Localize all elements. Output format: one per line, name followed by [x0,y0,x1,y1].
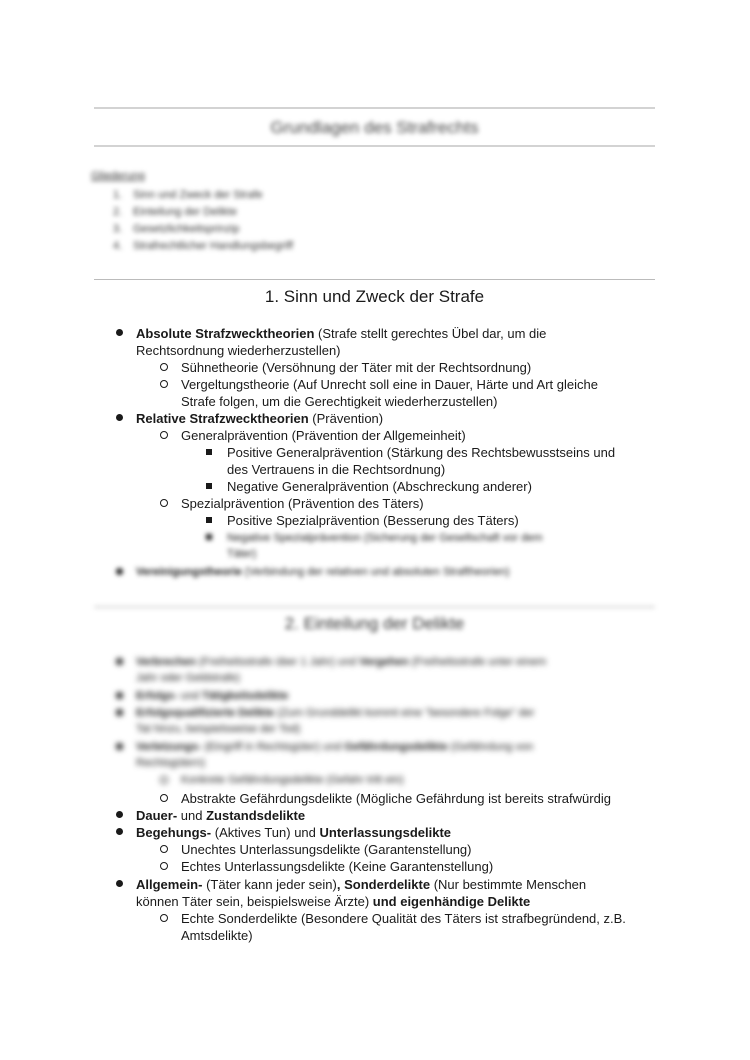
list-item: Negative Spezialprävention (Sicherung der Gesellschaft vor dem [227,532,543,544]
circle-bullet-icon [160,862,168,870]
list-item: Dauer- und Zustandsdelikte [136,808,306,823]
bullet-icon [116,743,123,750]
page-title: Grundlagen des Strafrechts [270,118,479,137]
list-item: Verbrechen (Freiheitsstrafe über 1 Jahr) und Vergehen (Freiheitsstrafe unter einem [136,656,547,668]
bullet-icon [116,811,123,818]
circle-bullet-icon [160,431,168,439]
list-item-cont: können Täter sein, beispielsweise Ärzte) und eigenhändige Delikte [136,894,531,909]
list-item: Positive Spezialprävention (Besserung des Täters) [227,513,519,528]
bullet-icon [116,880,123,887]
list-item: Absolute Strafzwecktheorien (Strafe stellt gerechtes Übel dar, um die [136,326,547,341]
bullet-icon [116,568,123,575]
square-bullet-icon [206,534,212,540]
bullet-icon [116,692,123,699]
toc-item: 4. Strafrechtlicher Handlungsbegriff [113,240,293,252]
circle-bullet-icon [160,776,168,784]
list-item: Sühnetheorie (Versöhnung der Täter mit der Rechtsordnung) [181,360,532,375]
section-title: 2. Einteilung der Delikte [284,614,465,633]
divider [94,145,655,147]
section-title: 1. Sinn und Zweck der Strafe [264,287,485,306]
list-item: Spezialprävention (Prävention des Täters) [181,496,424,511]
list-item: Unechtes Unterlassungsdelikte (Garantenstellung) [181,842,472,857]
list-item-cont: Jahr oder Geldstrafe) [136,672,240,684]
list-item: Positive Generalprävention (Stärkung des Rechtsbewusstseins und [227,445,616,460]
list-item: Erfolgs- und Tätigkeitsdelikte [136,690,289,702]
list-item: Abstrakte Gefährdungsdelikte (Mögliche Gefährdung ist bereits strafwürdig [181,791,611,806]
list-item: Vereinigungstheorie (Verbindung der relativen und absoluten Straftheorien) [136,566,510,578]
list-item: Allgemein- (Täter kann jeder sein), Sonderdelikte (Nur bestimmte Menschen [136,877,587,892]
list-item: Erfolgsqualifizierte Delikte (Zum Grunddelikt kommt eine "besondere Folge" der [136,707,535,719]
list-item: Echte Sonderdelikte (Besondere Qualität des Täters ist strafbegründend, z.B. [181,911,626,926]
toc-item: 3. Gesetzlichkeitsprinzip [113,223,240,235]
list-item-cont: Amtsdelikte) [181,928,253,943]
square-bullet-icon [206,449,212,455]
circle-bullet-icon [160,845,168,853]
list-item-cont: Rechtsordnung wiederherzustellen) [136,343,341,358]
bullet-icon [116,329,123,336]
list-item: Begehungs- (Aktives Tun) und Unterlassungsdelikte [136,825,452,840]
list-item-cont: Täter) [227,548,257,560]
list-item-cont: Rechtsgütern) [136,757,206,769]
list-item-cont: des Vertrauens in die Rechtsordnung) [227,462,446,477]
circle-bullet-icon [160,499,168,507]
list-item-cont: Strafe folgen, um die Gerechtigkeit wiederherzustellen) [181,394,498,409]
list-item: Vergeltungstheorie (Auf Unrecht soll eine in Dauer, Härte und Art gleiche [181,377,598,392]
list-item: Konkrete Gefährdungsdelikte (Gefahr tritt ein) [181,774,404,786]
divider [94,606,655,608]
bullet-icon [116,414,123,421]
square-bullet-icon [206,517,212,523]
list-item: Echtes Unterlassungsdelikte (Keine Garantenstellung) [181,859,494,874]
circle-bullet-icon [160,380,168,388]
circle-bullet-icon [160,363,168,371]
square-bullet-icon [206,483,212,489]
bullet-icon [116,828,123,835]
toc-heading: Gliederung [91,170,145,182]
circle-bullet-icon [160,794,168,802]
list-item: Relative Strafzwecktheorien (Prävention) [136,411,384,426]
bullet-icon [116,658,123,665]
list-item: Verletzungs- (Eingriff in Rechtsgüter) und Gefährdungsdelikte (Gefährdung von [136,741,534,753]
divider [94,279,655,280]
toc-item: 1. Sinn und Zweck der Strafe [113,189,263,201]
divider [94,107,655,109]
toc-item: 2. Einteilung der Delikte [113,206,237,218]
bullet-icon [116,709,123,716]
list-item: Negative Generalprävention (Abschreckung anderer) [227,479,532,494]
list-item-cont: Tat hinzu, beispielsweise der Tod) [136,723,301,735]
list-item: Generalprävention (Prävention der Allgemeinheit) [181,428,466,443]
circle-bullet-icon [160,914,168,922]
